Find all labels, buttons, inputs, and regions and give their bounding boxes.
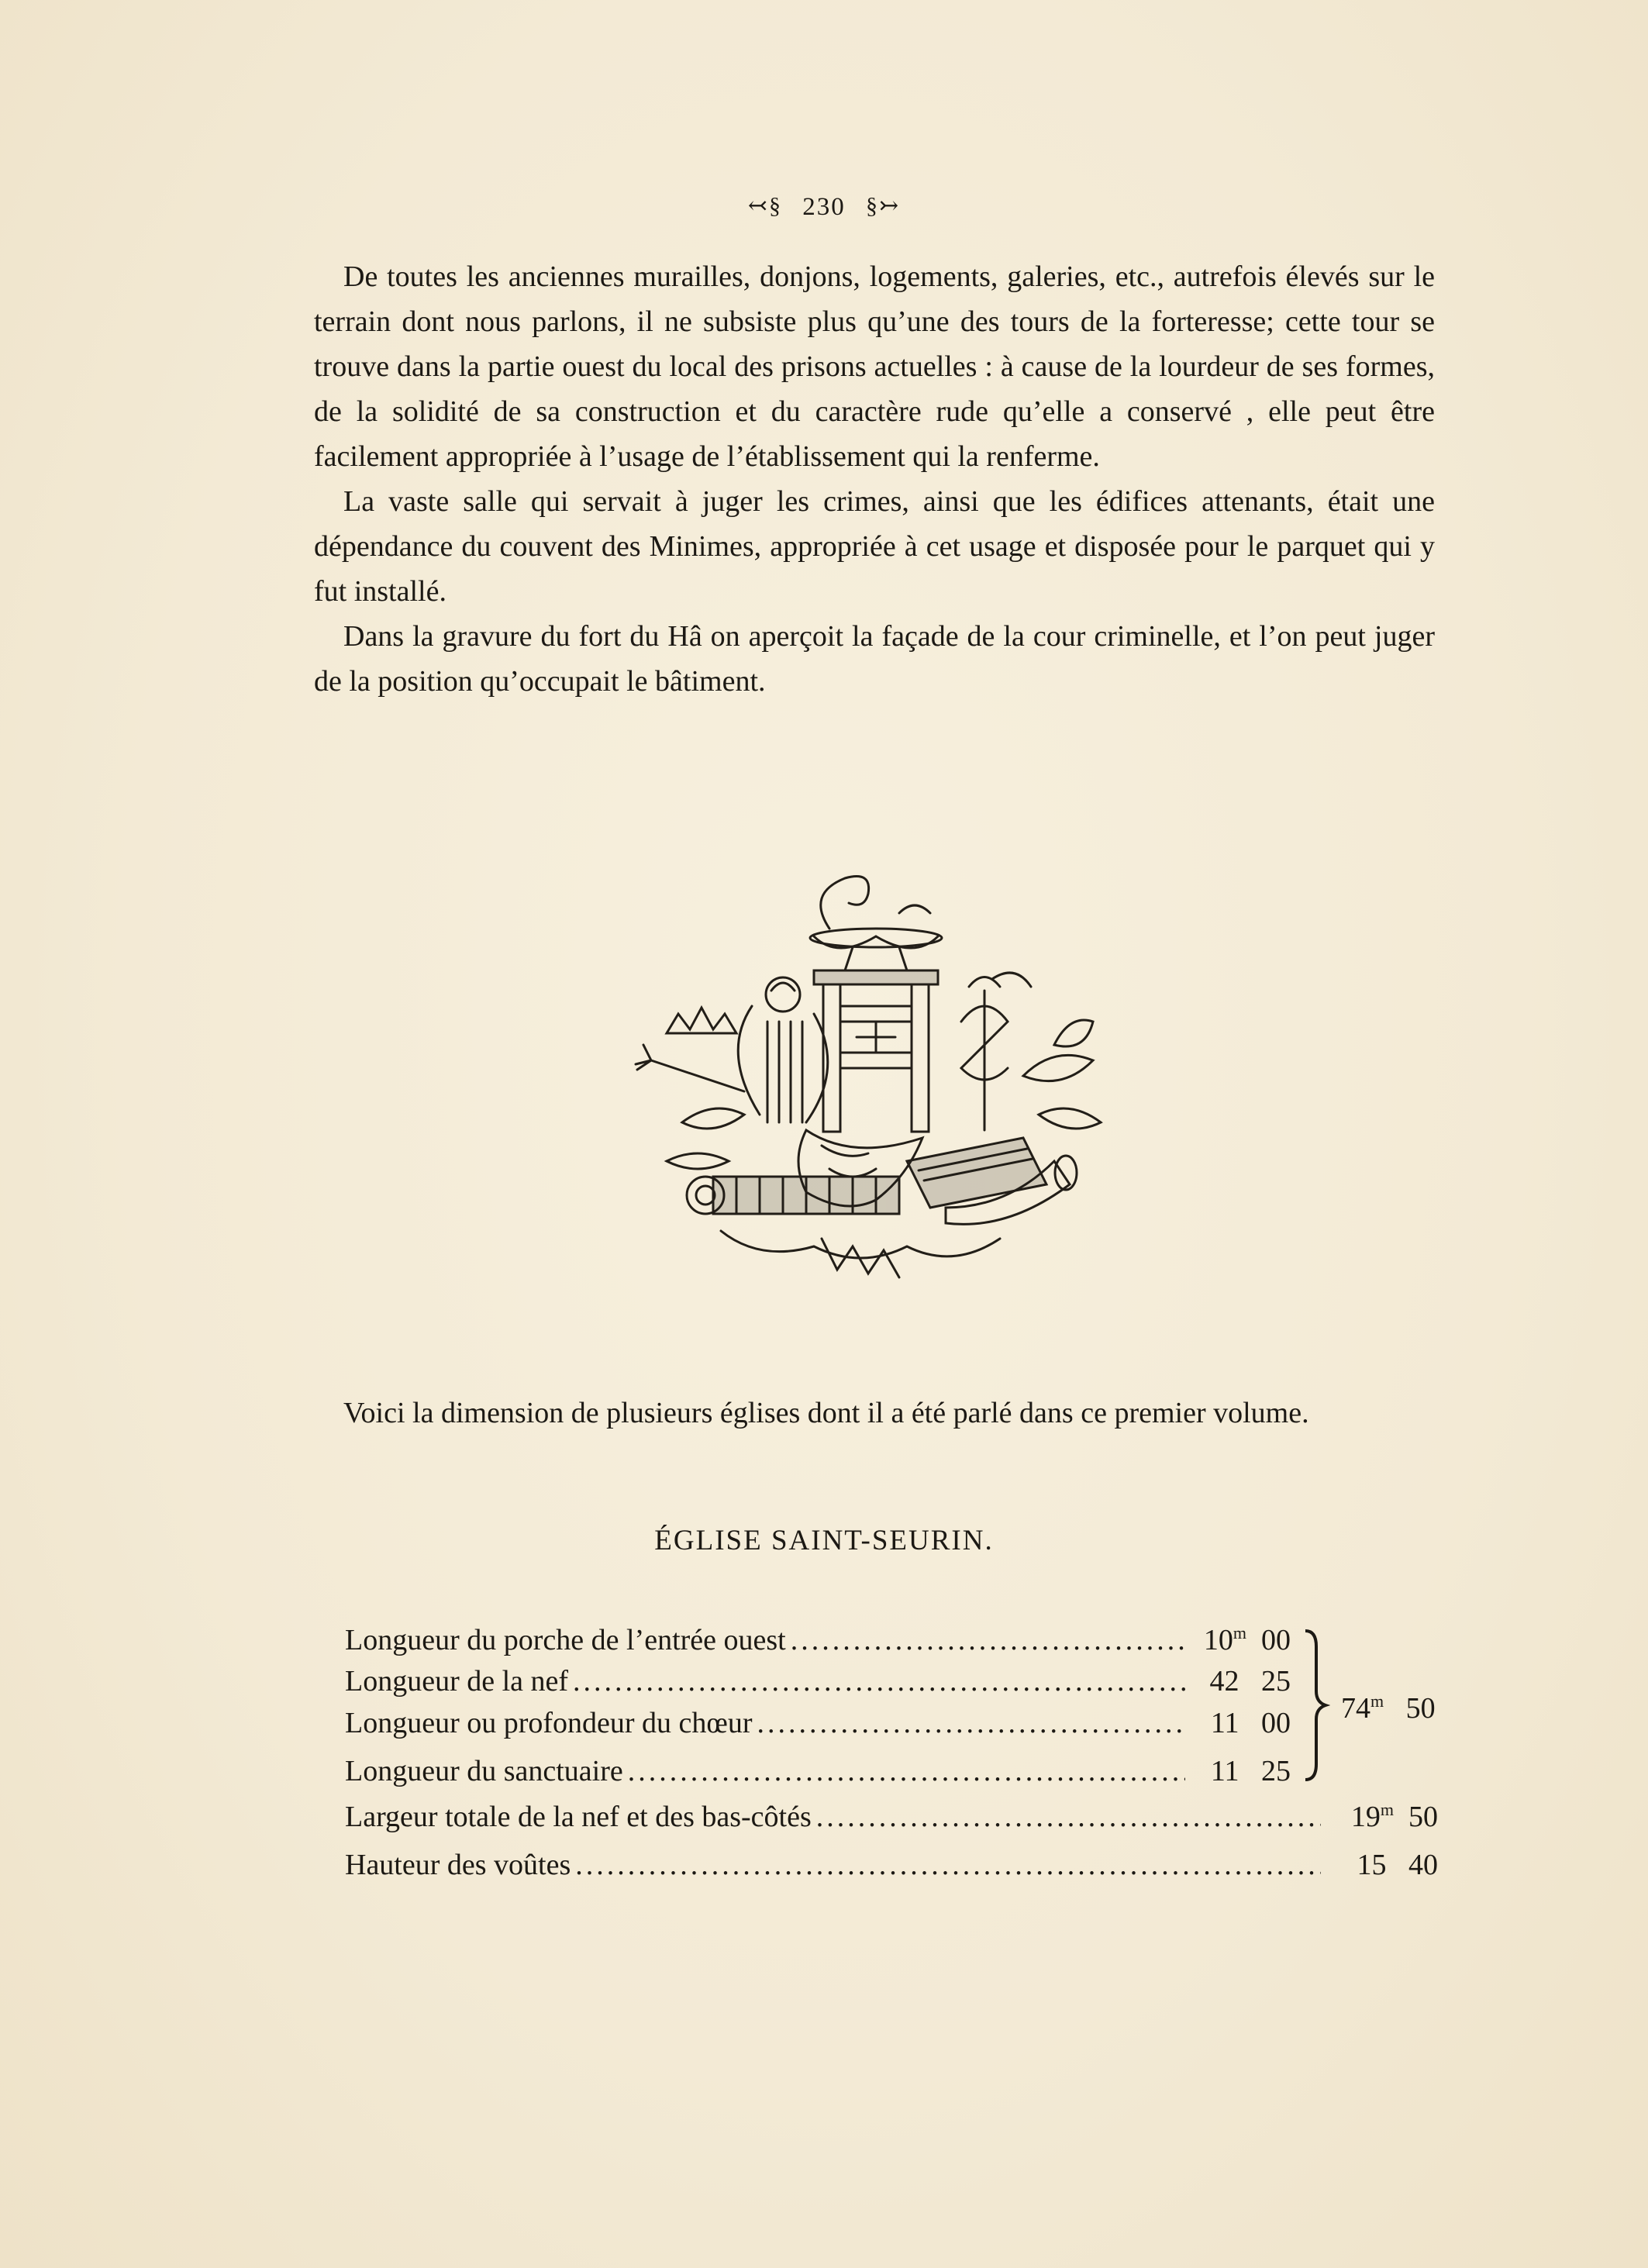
dimension-label: Longueur de la nef: [345, 1665, 569, 1698]
page-number: 230: [802, 193, 846, 221]
dimension-value: 11 00: [1210, 1707, 1291, 1739]
curly-brace-icon: [1299, 1628, 1330, 1783]
dimensions-intro: Voici la dimension de plusieurs églises dont il a été parlé dans ce premier volume.: [343, 1397, 1309, 1429]
dimension-value: 15 40: [1357, 1849, 1438, 1881]
dimension-label: Longueur du sanctuaire: [345, 1755, 623, 1787]
dimension-value: 11 25: [1210, 1755, 1291, 1787]
dimension-value: 10$^m$ 00: [1203, 1623, 1291, 1656]
right-ornament-icon: §↣: [866, 193, 901, 219]
leader-dots: [816, 1797, 1321, 1837]
dimension-row: [345, 1661, 1291, 1701]
leader-dots: [757, 1703, 1185, 1743]
running-head: [0, 192, 1648, 222]
leader-dots: [628, 1751, 1185, 1791]
dimension-label: Longueur ou profondeur du chœur: [345, 1707, 753, 1739]
dimension-row: [345, 1797, 1438, 1837]
paragraph-vaste-salle: La vaste salle qui servait à juger les crimes, ainsi que les édifices attenants, était une dépendance du couvent des Minimes, appropriée à cet usage et disposée pour le parquet qui y fut installé.: [314, 485, 1435, 608]
ornamental-trophy-vignette-icon: [620, 867, 1132, 1285]
section-title: ÉGLISE SAINT-SEURIN.: [654, 1525, 994, 1556]
left-ornament-icon: ↢§: [747, 193, 782, 219]
leader-dots: [573, 1661, 1185, 1701]
dimension-row: [345, 1845, 1438, 1885]
leader-dots: [575, 1845, 1321, 1885]
dimension-value: 42 25: [1209, 1665, 1291, 1698]
paragraph-gravure: Dans la gravure du fort du Hâ on aperçoit la façade de la cour criminelle, et l’on peut juger de la position qu’occupait le bâtiment.: [314, 620, 1435, 698]
total-length: 74$^m$ 50: [1341, 1691, 1436, 1725]
leader-dots: [791, 1620, 1185, 1660]
dimension-label: Hauteur des voûtes: [345, 1849, 571, 1881]
dimension-row: [345, 1751, 1291, 1791]
paragraph-towers: De toutes les anciennes murailles, donjons, logements, galeries, etc., autrefois élevés sur le terrain dont nous parlons, il ne subsiste plus qu’une des tours de la forteresse; cette tour se trouve dans la partie ouest du local des prisons actuelles : à cause de la lourdeur de ses formes, de la solidité de sa construction et du caractère rude qu’elle a conservé , elle peut être facilement appropriée à l’usage de l’établissement qui la renferme.: [314, 260, 1435, 473]
dimension-label: Longueur du porche de l’entrée ouest: [345, 1624, 786, 1656]
dimension-label: Largeur totale de la nef et des bas-côtés: [345, 1801, 812, 1833]
dimension-row: [345, 1703, 1291, 1743]
dimension-row: [345, 1620, 1291, 1660]
body-text: [314, 254, 1435, 704]
dimension-value: 19$^m$ 50: [1350, 1800, 1438, 1833]
